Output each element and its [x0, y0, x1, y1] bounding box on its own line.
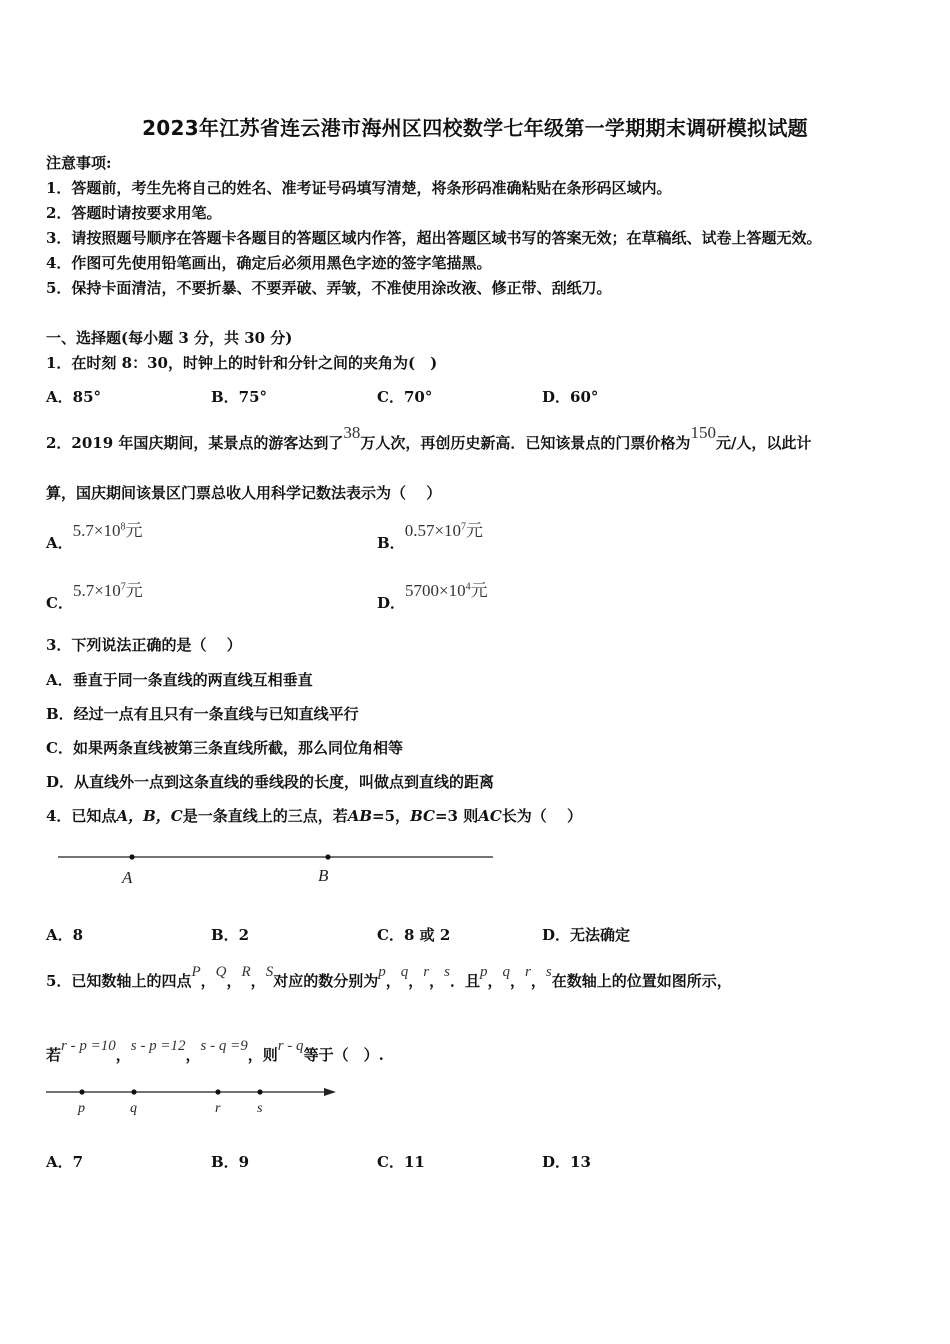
point-b-label: B — [318, 866, 329, 885]
point-a — [129, 854, 134, 859]
page-title: 2023年江苏省连云港市海州区四校数学七年级第一学期期末调研模拟试题 — [142, 116, 808, 140]
q1-option-b: B．75° — [211, 388, 268, 406]
q3-option-a: A．垂直于同一条直线的两直线互相垂直 — [46, 671, 313, 689]
point-q-label: q — [130, 1101, 137, 1116]
q2-option-b — [377, 521, 484, 553]
question-2-stem — [46, 423, 812, 453]
option-label: B． — [377, 534, 405, 552]
notice-item: 4．作图可先使用铅笔画出，确定后必须用黑色字迹的签字笔描黑。 — [46, 254, 492, 272]
option-label: D． — [377, 594, 406, 612]
point-p — [79, 1089, 84, 1094]
point-b — [325, 854, 330, 859]
q4-option-d: D．无法确定 — [542, 926, 631, 944]
q2-option-d-value: $5700\times 10^4$元 — [405, 581, 488, 600]
option-label: C． — [46, 594, 73, 612]
notice-heading: 注意事项: — [46, 154, 112, 172]
q5-option-a: A．7 — [46, 1153, 84, 1171]
q3-option-b: B．经过一点有且只有一条直线与已知直线平行 — [46, 705, 359, 723]
point-s-label: s — [257, 1101, 263, 1116]
q4-option-a: A．8 — [46, 926, 84, 944]
point-r — [215, 1089, 220, 1094]
point-a-label: A — [122, 868, 133, 887]
question-2-stem-line2: 算，国庆期间该景区门票总收人用科学记数法表示为（ ） — [46, 484, 442, 502]
q2-price-number: 150 — [690, 423, 716, 442]
q1-option-a: A．85° — [46, 388, 102, 406]
q4-line-figure — [50, 845, 500, 890]
q4-points: A，B，C — [116, 807, 183, 825]
arrow-right-icon — [324, 1088, 336, 1096]
q3-option-d: D．从直线外一点到这条直线的垂线段的长度，叫做点到直线的距离 — [46, 773, 495, 791]
notice-item: 1．答题前，考生先将自己的姓名、准考证号码填写清楚，将条形码准确粘贴在条形码区域内。 — [46, 179, 672, 197]
option-label: A． — [46, 534, 73, 552]
q5-equation-2: s - p =12 — [130, 1038, 186, 1054]
notice-item: 5．保持卡面清洁，不要折暴、不要弄破、弄皱，不准使用涂改液、修正带、刮纸刀。 — [46, 279, 612, 297]
q2-visitors-number: 38 — [343, 423, 361, 442]
point-s — [257, 1089, 262, 1094]
q5-option-d: D．13 — [542, 1153, 591, 1171]
q1-option-d: D．60° — [542, 388, 599, 406]
q5-option-b: B．9 — [211, 1153, 250, 1171]
q2-option-c — [46, 581, 143, 613]
q5-number-line-figure — [40, 1080, 350, 1120]
question-3-stem: 3．下列说法正确的是（ ） — [46, 636, 242, 654]
q4-option-c: C．8 或 2 — [377, 926, 451, 944]
q2-text: 2．2019 年国庆期间，某景点的游客达到了 — [46, 434, 344, 452]
q2-option-a — [46, 521, 143, 553]
question-1-stem: 1．在时刻 8：30，时钟上的时针和分针之间的夹角为( ) — [46, 354, 438, 372]
point-q — [131, 1089, 136, 1094]
question-5-stem-line2: 若r - p =10，s - p =12，s - q =9，则r - q等于（ ）. — [46, 1038, 384, 1064]
q5-option-c: C．11 — [377, 1153, 425, 1171]
section-heading: 一、选择题(每小题 3 分，共 30 分) — [46, 329, 293, 347]
q5-equation-1: r - p =10 — [61, 1038, 116, 1054]
q2-option-a-value: $5.7\times 10^8$元 — [72, 521, 143, 540]
q2-option-b-value: $0.57\times 10^7$元 — [404, 521, 484, 540]
q1-option-c: C．70° — [377, 388, 433, 406]
question-5-stem: 5．已知数轴上的四点P，Q，R，S对应的数分别为p，q，r，s．且p，q，r，s在数轴上的位置如图所示， — [46, 964, 732, 990]
question-4-stem: 4．已知点A，B，C是一条直线上的三点，若AB=5，BC=3 则AC长为（ ） — [46, 807, 583, 825]
point-r-label: r — [215, 1101, 221, 1116]
q4-option-b: B．2 — [211, 926, 250, 944]
notice-item: 3．请按照题号顺序在答题卡各题目的答题区域内作答，超出答题区域书写的答案无效；在草稿纸、试卷上答题无效。 — [46, 229, 822, 247]
q2-option-c-value: $5.7\times 10^7$元 — [72, 581, 143, 600]
q2-text: 元/人，以此计 — [715, 434, 812, 452]
point-p-label: p — [78, 1101, 85, 1116]
q2-text: 万人次，再创历史新高．已知该景点的门票价格为 — [360, 434, 691, 452]
q5-equation-3: s - q =9 — [200, 1038, 248, 1054]
q2-option-d — [377, 581, 488, 613]
q3-option-c: C．如果两条直线被第三条直线所截，那么同位角相等 — [46, 739, 403, 757]
notice-item: 2．答题时请按要求用笔。 — [46, 204, 222, 222]
q5-target-expression: r - q — [277, 1038, 304, 1054]
